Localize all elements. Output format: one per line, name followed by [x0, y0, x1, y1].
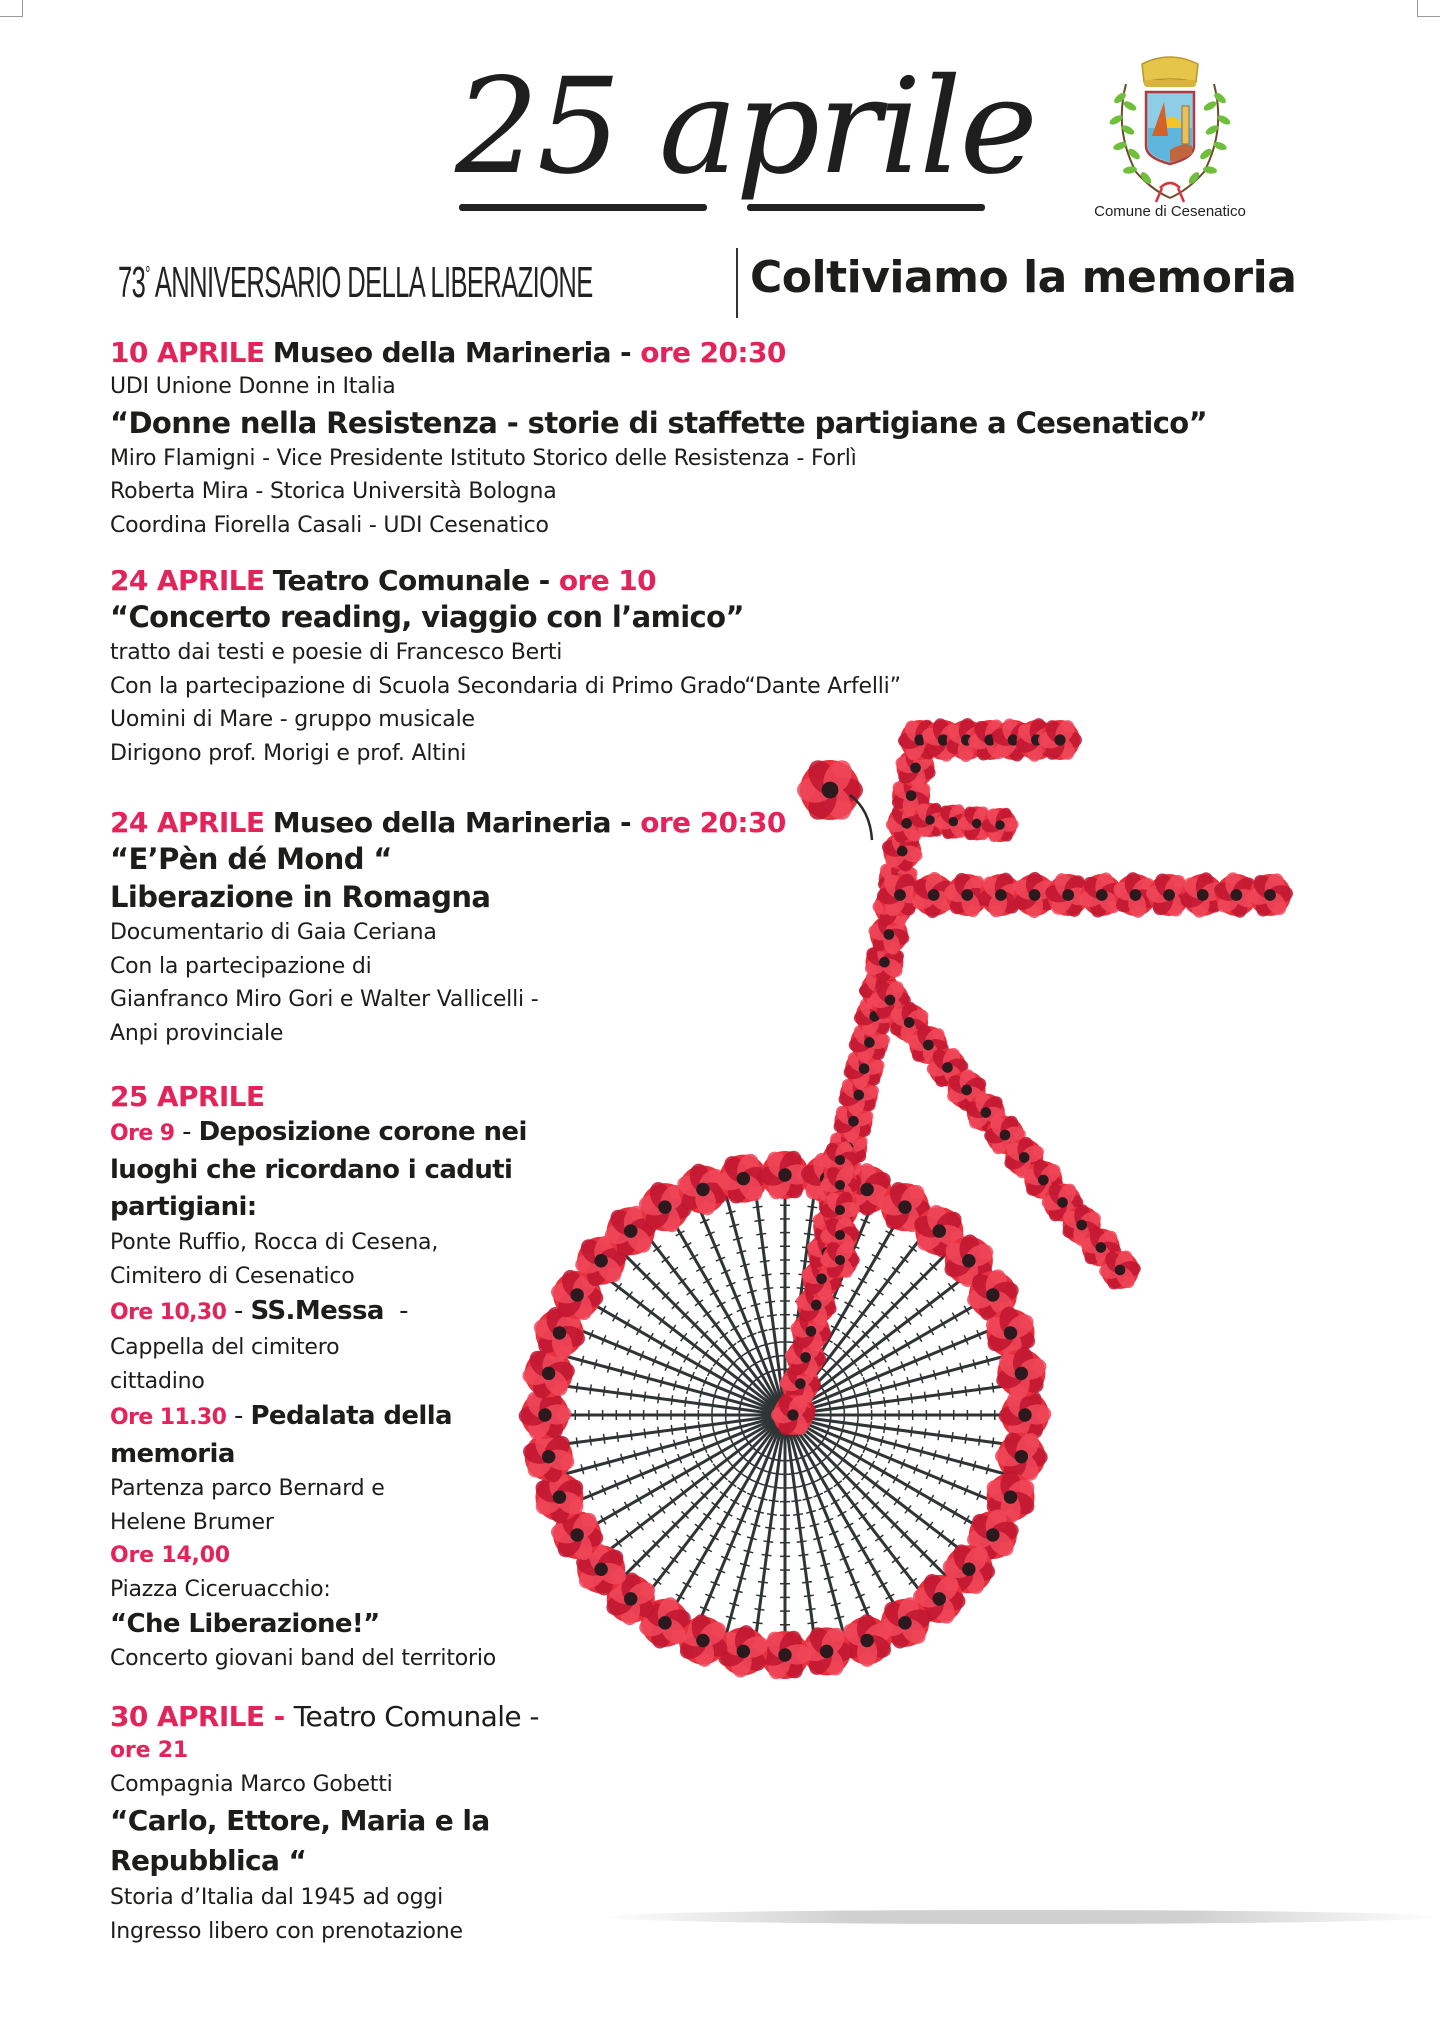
event-title: Repubblica “ [110, 1844, 307, 1877]
event-title: “E’Pèn dé Mond “ [110, 842, 392, 876]
title-underline-brush [459, 204, 707, 211]
separator: - [174, 1117, 199, 1147]
item-title-text: SS.Messa [250, 1296, 384, 1326]
event-detail: Con la partecipazione di [110, 953, 372, 979]
event-header [110, 1700, 1330, 1734]
tagline: Coltiviamo la memoria [750, 252, 1297, 303]
anniversary-label [118, 258, 593, 308]
event-time: ore 20:30 [640, 336, 786, 369]
item-time: Ore 11.30 [110, 1405, 227, 1430]
separator: - [610, 806, 641, 839]
item-title: memoria [110, 1439, 235, 1469]
event-date: 24 APRILE [110, 806, 265, 839]
event-title: “Concerto reading, viaggio con l’amico” [110, 600, 744, 634]
item-time: Ore 9 [110, 1121, 175, 1146]
event-detail: Anpi provinciale [110, 1020, 284, 1046]
event-time: ore 10 [558, 564, 657, 597]
item-detail: Concerto giovani band del territorio [110, 1646, 497, 1671]
item-time: Ore 10,30 [110, 1300, 227, 1325]
item-title-text: Pedalata della [250, 1401, 452, 1431]
subtitle-divider [736, 248, 738, 318]
anniversary-text: ANNIVERSARIO DELLA LIBERAZIONE [154, 258, 593, 307]
separator: - [226, 1296, 251, 1326]
crop-mark-top-left [0, 0, 23, 17]
event-organizer: UDI Unione Donne in Italia [110, 374, 396, 399]
item-time: Ore 14,00 [110, 1543, 230, 1568]
item-detail: Cimitero di Cesenatico [110, 1263, 355, 1289]
event-place: Teatro Comunale [272, 564, 530, 597]
item-detail: cittadino [110, 1368, 205, 1394]
event-title: “Carlo, Ettore, Maria e la [110, 1804, 490, 1837]
separator: - [383, 1296, 408, 1326]
event-date: 30 APRILE [110, 1700, 265, 1733]
anniversary-number: 73 [118, 258, 146, 307]
item-detail: Ponte Ruffio, Rocca di Cesena, [110, 1230, 439, 1255]
item-title [110, 1114, 1330, 1152]
event-place: Museo della Marineria [272, 806, 611, 839]
event-header [110, 1080, 1330, 1114]
event-header [110, 336, 1330, 370]
event-detail: Dirigono prof. Morigi e prof. Altini [110, 740, 467, 766]
event-detail: Coordina Fiorella Casali - UDI Cesenatico [110, 512, 549, 538]
event-detail: Gianfranco Miro Gori e Walter Vallicelli - [110, 987, 539, 1012]
event-30-aprile [110, 1700, 1330, 1948]
item-title [110, 1398, 1330, 1436]
title-underline-brush [747, 204, 985, 211]
poster-title-text: 25 aprile [455, 50, 1036, 204]
event-10-aprile [110, 336, 1330, 564]
item-title: partigiani: [110, 1192, 257, 1222]
event-detail: tratto dai testi e poesie di Francesco Berti [110, 640, 563, 665]
item-detail: Piazza Ciceruacchio: [110, 1576, 331, 1602]
item-title: luoghi che ricordano i caduti [110, 1155, 513, 1185]
separator: - [264, 1700, 294, 1733]
event-detail: Ingresso libero con prenotazione [110, 1918, 463, 1944]
event-list [110, 336, 1330, 1948]
separator: - [521, 1700, 539, 1733]
item-title [110, 1293, 1330, 1331]
event-place: Museo della Marineria [272, 336, 611, 369]
separator: - [610, 336, 641, 369]
event-date: 10 APRILE [110, 336, 265, 369]
event-title: Liberazione in Romagna [110, 880, 491, 914]
municipal-crest-icon [1090, 50, 1250, 225]
event-25-aprile [110, 1080, 1330, 1700]
event-title: “Donne nella Resistenza - storie di staffette partigiane a Cesenatico” [110, 405, 1208, 440]
event-detail: Uomini di Mare - gruppo musicale [110, 707, 475, 732]
event-header [110, 564, 1330, 598]
event-organizer: Compagnia Marco Gobetti [110, 1771, 393, 1797]
anniversary-degree: ° [145, 261, 150, 287]
separator: - [226, 1401, 251, 1431]
event-detail: Con la partecipazione di Scuola Secondaria di Primo Grado“Dante Arfelli” [110, 673, 901, 699]
event-place: Teatro Comunale [293, 1700, 522, 1733]
item-detail: Partenza parco Bernard e [110, 1476, 385, 1501]
item-title-text: Deposizione corone nei [198, 1117, 527, 1147]
event-time: ore 21 [110, 1738, 188, 1763]
poster-title [455, 50, 1036, 222]
event-detail: Roberta Mira - Storica Università Bologna [110, 479, 557, 504]
event-detail: Documentario di Gaia Ceriana [110, 920, 437, 945]
event-24-aprile-teatro [110, 564, 1330, 806]
event-24-aprile-museo [110, 806, 1330, 1080]
event-header [110, 806, 1330, 840]
crop-mark-top-right [1417, 0, 1440, 17]
item-title: “Che Liberazione!” [110, 1609, 380, 1639]
subtitle-row [118, 244, 1297, 322]
event-detail: Storia d’Italia dal 1945 ad oggi [110, 1885, 444, 1910]
event-detail: Miro Flamigni - Vice Presidente Istituto Storico delle Resistenza - Forlì [110, 445, 857, 471]
item-detail: Helene Brumer [110, 1509, 274, 1535]
event-time: ore 20:30 [640, 806, 786, 839]
separator: - [529, 564, 559, 597]
crest-caption: Comune di Cesenatico [1094, 203, 1246, 220]
event-date: 25 APRILE [110, 1080, 265, 1113]
event-date: 24 APRILE [110, 564, 265, 597]
item-detail: Cappella del cimitero [110, 1335, 340, 1360]
